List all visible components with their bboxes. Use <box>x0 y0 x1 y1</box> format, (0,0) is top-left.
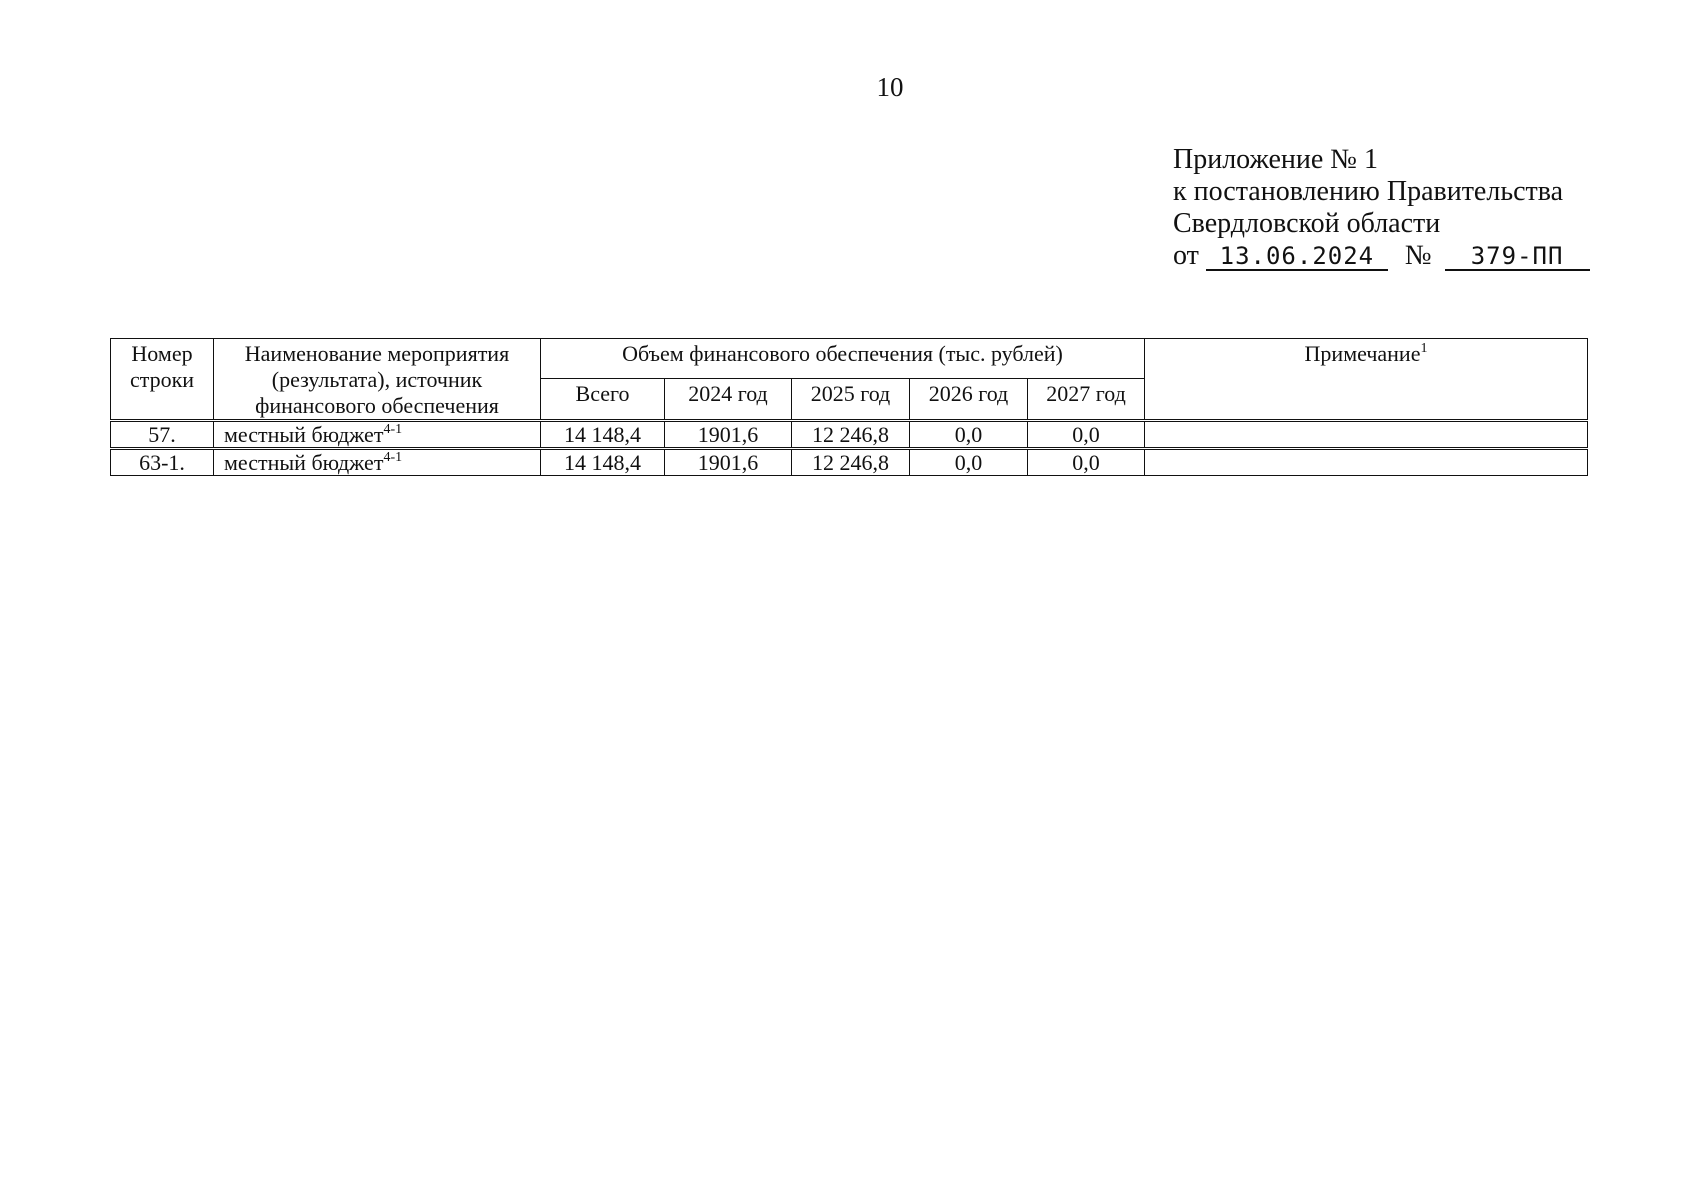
decree-date: 13.06.2024 <box>1206 243 1388 271</box>
from-label: от <box>1173 240 1199 271</box>
header-note-footnote: 1 <box>1420 341 1428 356</box>
header-2024: 2024 год <box>665 379 792 421</box>
appendix-region: Свердловской области <box>1173 208 1441 239</box>
row-source <box>214 421 541 449</box>
table-row <box>111 421 1588 449</box>
appendix-title: Приложение № 1 <box>1173 144 1378 175</box>
row-2026: 0,0 <box>910 421 1028 449</box>
header-row-number: Номер строки <box>111 339 214 421</box>
header-note <box>1145 339 1588 421</box>
header-funding-group: Объем финансового обеспечения (тыс. рублей) <box>541 339 1145 379</box>
header-2027: 2027 год <box>1028 379 1145 421</box>
row-2025: 12 246,8 <box>792 449 910 476</box>
row-2025: 12 246,8 <box>792 421 910 449</box>
row-number: 57. <box>111 421 214 449</box>
decree-number: 379-ПП <box>1445 243 1590 271</box>
header-note-label: Примечание <box>1304 341 1421 366</box>
row-number: 63-1. <box>111 449 214 476</box>
row-source-label: местный бюджет <box>224 422 384 447</box>
row-total: 14 148,4 <box>541 421 665 449</box>
row-total: 14 148,4 <box>541 449 665 476</box>
page-number: 10 <box>876 72 904 102</box>
row-2024: 1901,6 <box>665 421 792 449</box>
header-2026: 2026 год <box>910 379 1028 421</box>
row-2027: 0,0 <box>1028 449 1145 476</box>
row-2027: 0,0 <box>1028 421 1145 449</box>
row-source-footnote: 4-1 <box>383 450 403 465</box>
number-label: № <box>1404 240 1432 271</box>
row-2026: 0,0 <box>910 449 1028 476</box>
appendix-decree: к постановлению Правительства <box>1173 176 1564 207</box>
appendix-date-line <box>1173 240 1590 272</box>
funding-table <box>110 338 1588 476</box>
row-source-footnote: 4-1 <box>383 422 403 437</box>
appendix-block <box>1173 144 1590 272</box>
row-note <box>1145 421 1588 449</box>
row-source-label: местный бюджет <box>224 450 384 475</box>
header-name: Наименование мероприятия (результата), источник финансового обеспечения <box>214 339 541 421</box>
row-note <box>1145 449 1588 476</box>
table-row <box>111 449 1588 476</box>
header-total: Всего <box>541 379 665 421</box>
header-2025: 2025 год <box>792 379 910 421</box>
row-source <box>214 449 541 476</box>
row-2024: 1901,6 <box>665 449 792 476</box>
